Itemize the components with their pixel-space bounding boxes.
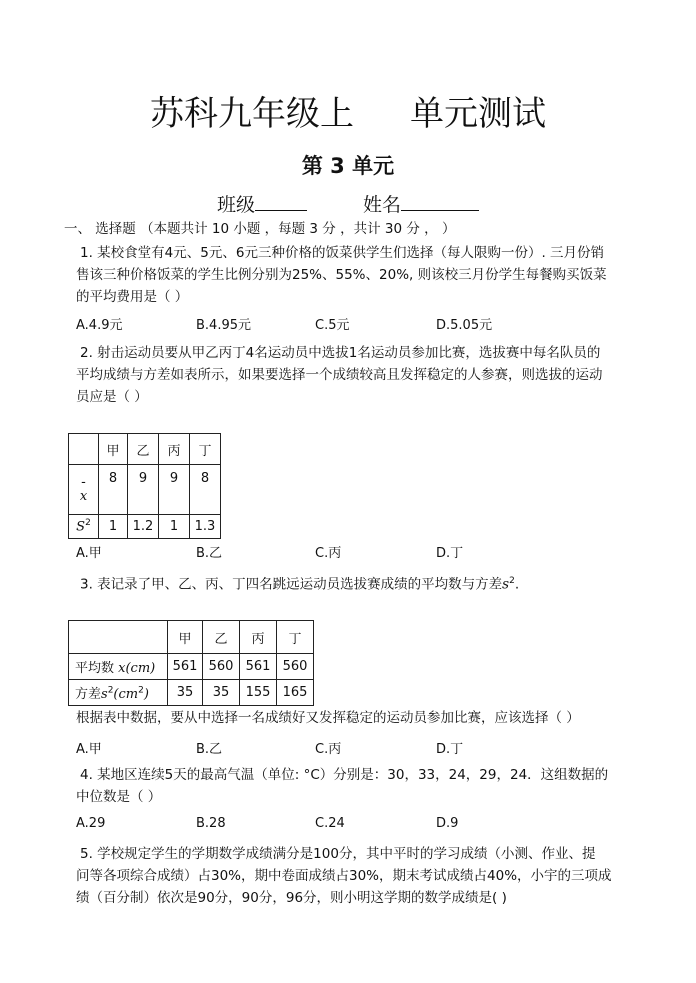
q3-row2-cell: 35 (168, 680, 203, 706)
q3-row2-cell: 155 (240, 680, 277, 706)
q3-row1-label: 平均数 x(cm) (69, 654, 168, 680)
page-title (0, 86, 696, 135)
q2-option-b[interactable]: B.乙 (196, 546, 223, 561)
q2-options (76, 542, 621, 562)
q2-row1-cell: 9 (128, 465, 159, 515)
q2-row1-label: - x (69, 465, 99, 515)
question-4 (76, 764, 621, 808)
q2-option-c[interactable]: C.丙 (315, 546, 342, 561)
q4-line-2: 中位数是（ ） (76, 789, 162, 805)
name-label: 姓名 (363, 194, 402, 216)
q3-row1-cell: 561 (240, 654, 277, 680)
q3-table (68, 620, 314, 706)
q1-option-b[interactable]: B.4.95元 (196, 318, 251, 333)
q3-after: 根据表中数据，要从中选择一名成绩好又发挥稳定的运动员参加比赛，应该选择（ ） (76, 710, 580, 726)
q1-option-a[interactable]: A.4.9元 (76, 318, 123, 333)
q2-option-a[interactable]: A.甲 (76, 546, 102, 561)
q5-line-2: 问等各项综合成绩）占30%，期中卷面成绩占30%，期末考试成绩占40%，小宇的三项成 (76, 868, 612, 884)
q1-option-d[interactable]: D.5.05元 (436, 318, 493, 333)
title-left: 苏科九年级上 (150, 94, 354, 134)
question-5 (76, 843, 621, 909)
q2-row1-cell: 8 (99, 465, 128, 515)
q4-option-b[interactable]: B.28 (196, 816, 226, 831)
q2-th-3: 丙 (159, 434, 190, 465)
q4-option-a[interactable]: A.29 (76, 816, 106, 831)
q2-row2-label: $S^2$ (69, 515, 99, 539)
q2-line-2: 平均成绩与方差如表所示，如果要选择一个成绩较高且发挥稳定的人参赛，则选拔的运动 (76, 367, 603, 383)
q1-option-c[interactable]: C.5元 (315, 318, 350, 333)
q2-th-1: 甲 (99, 434, 128, 465)
question-3: 3. 表记录了甲、乙、丙、丁四名跳远运动员选拔赛成绩的平均数与方差$s^2$. (80, 576, 520, 593)
q2-row1-cell: 9 (159, 465, 190, 515)
q4-line-1: 4. 某地区连续5天的最高气温（单位: °C）分别是：30，33，24，29，24．这组数据的 (80, 767, 609, 783)
q2-row2-cell: 1 (99, 515, 128, 539)
unit-label: 第 3 单元 (301, 154, 395, 178)
q3-row1-cell: 561 (168, 654, 203, 680)
class-blank[interactable] (255, 210, 307, 211)
q2-line-1: 2. 射击运动员要从甲乙丙丁4名运动员中选拔1名运动员参加比赛，选拔赛中每名队员的 (80, 345, 601, 361)
q3-th-4: 丁 (277, 621, 314, 654)
q3-option-a[interactable]: A.甲 (76, 742, 102, 757)
q2-line-3: 员应是（ ） (76, 389, 148, 405)
q1-options (76, 314, 621, 334)
q2-th-0 (69, 434, 99, 465)
q2-option-d[interactable]: D.丁 (436, 546, 464, 561)
q2-th-2: 乙 (128, 434, 159, 465)
q4-option-c[interactable]: C.24 (315, 816, 345, 831)
q5-line-1: 5. 学校规定学生的学期数学成绩满分是100分，其中平时的学习成绩（小测、作业、提 (80, 846, 596, 862)
q3-th-3: 丙 (240, 621, 277, 654)
q2-th-4: 丁 (190, 434, 221, 465)
q3-line-1: 3. 表记录了甲、乙、丙、丁四名跳远运动员选拔赛成绩的平均数与方差 (80, 576, 503, 593)
q1-line-3: 的平均费用是（ ） (76, 289, 189, 305)
question-2 (76, 342, 621, 408)
q3-row1-cell: 560 (277, 654, 314, 680)
q3-th-2: 乙 (203, 621, 240, 654)
q1-line-2: 售该三种价格饭菜的学生比例分别为25%、55%、20%, 则该校三月份学生每餐购买饭菜 (76, 267, 607, 283)
q4-option-d[interactable]: D.9 (436, 816, 459, 831)
q3-row2-cell: 35 (203, 680, 240, 706)
q4-options (76, 816, 621, 836)
q3-option-c[interactable]: C.丙 (315, 742, 342, 757)
name-row (0, 190, 696, 217)
q3-th-0 (69, 621, 168, 654)
q2-row2-cell: 1.2 (128, 515, 159, 539)
q3-option-b[interactable]: B.乙 (196, 742, 223, 757)
q3-th-1: 甲 (168, 621, 203, 654)
section-heading: 一、 选择题 （本题共计 10 小题 ，每题 3 分 ，共计 30 分 ， ） (64, 221, 456, 237)
q2-table (68, 433, 221, 539)
q3-options (76, 738, 621, 758)
q3-row2-label: 方差$s^2(cm^2)$ (69, 680, 168, 706)
q2-row2-cell: 1 (159, 515, 190, 539)
q3-row2-cell: 165 (277, 680, 314, 706)
name-blank[interactable] (401, 210, 479, 211)
q5-line-3: 绩（百分制）依次是90分，90分，96分，则小明这学期的数学成绩是( ) (76, 890, 507, 906)
question-1 (76, 242, 621, 308)
title-right: 单元测试 (410, 94, 546, 134)
q3-row1-cell: 560 (203, 654, 240, 680)
q3-option-d[interactable]: D.丁 (436, 742, 464, 757)
q2-row2-cell: 1.3 (190, 515, 221, 539)
q2-row1-cell: 8 (190, 465, 221, 515)
q1-line-1: 1. 某校食堂有4元、5元、6元三种价格的饭菜供学生们选择（每人限购一份）. 三月份销 (80, 245, 605, 261)
class-label: 班级 (216, 194, 255, 216)
